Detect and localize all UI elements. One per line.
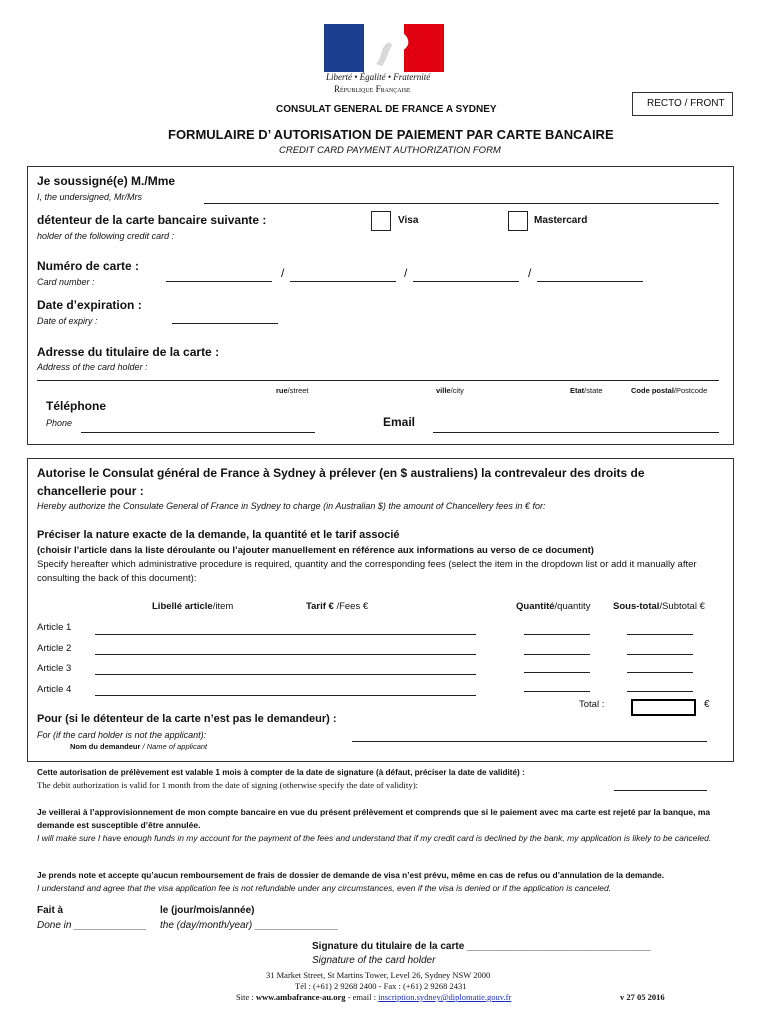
- article-subtotal-field[interactable]: [627, 634, 693, 635]
- funds-translation: I will make sure I have enough funds in my account for the payment of the fees and understand that if my credit card is declined by the bank, my application is likely to be canceled.: [37, 833, 712, 843]
- validity-text: Cette autorisation de prélèvement est valable 1 mois à compter de la date de signature (à défaut, préciser la date de validité) :: [37, 768, 525, 777]
- article-label: Article 1: [37, 622, 72, 633]
- signature-label: Signature du titulaire de la carte _________________________________: [312, 941, 651, 952]
- visa-label: Visa: [398, 215, 419, 226]
- article-quantity-field[interactable]: [524, 634, 590, 635]
- form-subtitle: CREDIT CARD PAYMENT AUTHORIZATION FORM: [279, 145, 501, 156]
- specify-heading: Préciser la nature exacte de la demande, la quantité et le tarif associé: [37, 529, 400, 541]
- version-label: v 27 05 2016: [620, 992, 665, 1002]
- refund-text: Je prends note et accepte qu’aucun remboursement de frais de dossier de demande de visa n’est prévu, même en cas de refus ou d’annulation de la demande.: [37, 870, 665, 880]
- card-number-field-2[interactable]: [290, 281, 396, 282]
- article-label: Article 2: [37, 643, 72, 654]
- card-number-label: Numéro de carte :: [37, 259, 140, 273]
- republic-label: République Française: [334, 84, 411, 94]
- col-subtotal: Sous-total/Subtotal €: [613, 601, 705, 612]
- mastercard-checkbox[interactable]: [508, 211, 528, 231]
- total-label: Total :: [579, 699, 605, 710]
- authorize-translation: Hereby authorize the Consulate General of France in Sydney to charge (in Australian $) the amount of Chancellery fees in € for:: [37, 501, 546, 511]
- motto: Liberté • Égalité • Fraternité: [326, 72, 431, 82]
- consulate-address: 31 Market Street, St Martins Tower, Level 26, Sydney NSW 2000: [266, 970, 491, 980]
- address-field[interactable]: [37, 380, 719, 381]
- specify-note: (choisir l’article dans la liste déroulante ou l’ajouter manuellement en référence aux informations au verso de ce document): [37, 545, 594, 556]
- article-label: Article 3: [37, 663, 72, 674]
- site-label: Site :: [236, 992, 256, 1002]
- article-item-field[interactable]: [95, 695, 476, 696]
- mastercard-label: Mastercard: [534, 215, 588, 226]
- card-number-separator: /: [281, 266, 285, 280]
- card-number-separator: /: [528, 266, 532, 280]
- total-field[interactable]: [631, 699, 696, 716]
- email-link[interactable]: inscription.sydney@diplomatie.gouv.fr: [378, 992, 512, 1002]
- card-number-field-1[interactable]: [166, 281, 272, 282]
- undersigned-sublabel: I, the undersigned, Mr/Mrs: [37, 192, 143, 202]
- done-at-field[interactable]: Done in _____________: [37, 920, 147, 931]
- email-field[interactable]: [433, 432, 719, 433]
- form-title: FORMULAIRE D’ AUTORISATION DE PAIEMENT PAR CARTE BANCAIRE: [168, 127, 614, 142]
- col-item: Libellé article/item: [152, 601, 234, 612]
- article-quantity-field[interactable]: [524, 654, 590, 655]
- euro-symbol: €: [704, 699, 710, 710]
- card-number-field-3[interactable]: [413, 281, 519, 282]
- consulate-phone-fax: Tél : (+61) 2 9268 2400 - Fax : (+61) 2 9268 2431: [295, 981, 467, 991]
- card-number-sublabel: Card number :: [37, 277, 95, 287]
- holder-label: détenteur de la carte bancaire suivante :: [37, 213, 267, 227]
- phone-sublabel: Phone: [46, 418, 73, 428]
- article-label: Article 4: [37, 684, 72, 695]
- holder-sublabel: holder of the following credit card :: [37, 231, 175, 241]
- col-fee: Tarif € /Fees €: [306, 601, 369, 612]
- authorize-text: Autorise le Consulat général de France à Sydney à prélever (en $ australiens) la contrevaleur des droits de chancellerie pour :: [37, 466, 645, 498]
- state-caption: Etat/state: [570, 386, 603, 395]
- article-subtotal-field[interactable]: [627, 691, 693, 692]
- address-sublabel: Address of the card holder :: [37, 362, 148, 372]
- site-link[interactable]: www.ambafrance-au.org: [255, 992, 346, 1002]
- undersigned-field[interactable]: [204, 203, 719, 204]
- article-quantity-field[interactable]: [524, 672, 590, 673]
- email-label: Email: [383, 415, 416, 429]
- consulate-contacts: [236, 992, 511, 1002]
- postcode-caption: Code postal/Postcode: [631, 386, 708, 395]
- card-number-separator: /: [404, 266, 408, 280]
- done-on-label: le (jour/mois/année): [160, 905, 255, 916]
- republic-logo: [324, 24, 444, 96]
- article-subtotal-field[interactable]: [627, 654, 693, 655]
- signature-sublabel: Signature of the card holder: [312, 955, 436, 966]
- recto-label: RECTO / FRONT: [647, 98, 725, 109]
- article-item-field[interactable]: [95, 654, 476, 655]
- funds-text: Je veillerai à l’approvisionnement de mon compte bancaire en vue du présent prélèvement et comprends que si le paiement avec ma carte est rejeté par la banque, ma demande est susceptible d’être annulée.: [37, 807, 711, 830]
- email-label: - email :: [345, 992, 379, 1002]
- expiry-field[interactable]: [172, 323, 278, 324]
- validity-translation: The debit authorization is valid for 1 month from the date of signing (otherwise specify the date of validity):: [37, 780, 419, 790]
- for-applicant-label: Pour (si le détenteur de la carte n’est pas le demandeur) :: [37, 713, 337, 725]
- expiry-sublabel: Date of expiry :: [37, 316, 98, 326]
- article-quantity-field[interactable]: [524, 691, 590, 692]
- validity-date-field[interactable]: [614, 790, 707, 791]
- phone-label: Téléphone: [46, 399, 107, 413]
- card-number-field-4[interactable]: [537, 281, 643, 282]
- article-subtotal-field[interactable]: [627, 672, 693, 673]
- done-at-label: Fait à: [37, 905, 64, 916]
- col-quantity: Quantité/quantity: [516, 601, 591, 612]
- visa-checkbox[interactable]: [371, 211, 391, 231]
- undersigned-label: Je soussigné(e) M./Mme: [37, 174, 176, 188]
- consulate-name: CONSULAT GENERAL DE FRANCE A SYDNEY: [276, 104, 497, 115]
- street-caption: rue/street: [276, 386, 309, 395]
- specify-translation: Specify hereafter which administrative procedure is required, quantity and the corresponding fees (select the item in the dropdown list or add it manually after consulting the back of this document):: [37, 559, 697, 584]
- refund-translation: I understand and agree that the visa application fee is not refundable under any circumstances, even if the visa is denied or if the application is canceled.: [37, 883, 612, 893]
- applicant-name-field[interactable]: [352, 741, 707, 742]
- applicant-name-caption: Nom du demandeur / Name of applicant: [70, 742, 208, 751]
- city-caption: ville/city: [436, 386, 464, 395]
- article-item-field[interactable]: [95, 674, 476, 675]
- address-label: Adresse du titulaire de la carte :: [37, 345, 220, 359]
- done-on-field[interactable]: the (day/month/year) _______________: [160, 920, 339, 931]
- for-applicant-sublabel: For (if the card holder is not the applicant):: [37, 730, 207, 740]
- expiry-label: Date d’expiration :: [37, 298, 142, 312]
- marianne-flag-icon: [324, 24, 444, 72]
- phone-field[interactable]: [81, 432, 315, 433]
- article-item-field[interactable]: [95, 634, 476, 635]
